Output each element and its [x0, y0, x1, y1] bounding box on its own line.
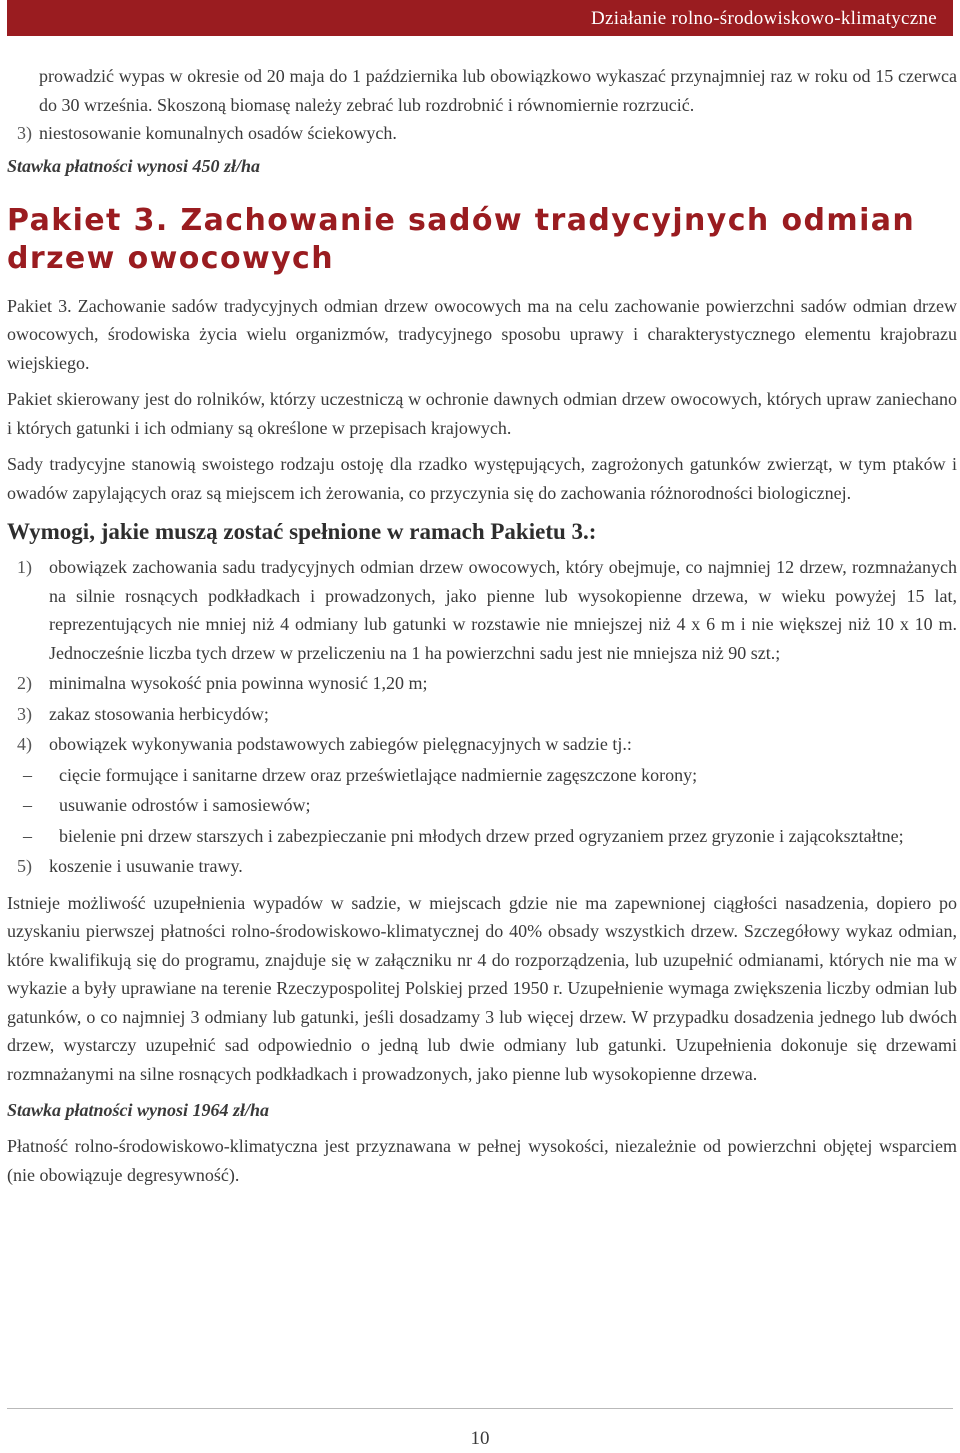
dash-marker: – [23, 764, 32, 785]
requirement-item [7, 553, 957, 667]
requirement-item [7, 852, 957, 881]
page-content [7, 62, 957, 1189]
section-paragraph-3: Sady tradycyjne stanowią swoistego rodzaju ostoję dla rzadko występujących, zagrożonych gatunków zwierząt, w tym ptaków i owadów zapylających oraz są miejscem ich żerowania, co przyczynia się do zachowania różnorodności biologicznej. [7, 454, 957, 503]
requirements-list [7, 553, 957, 881]
section-paragraph-4: Istnieje możliwość uzupełnienia wypadów w sadzie, w miejscach gdzie nie ma zapewnionej ciągłości nasadzenia, dopiero po uzyskaniu pierwszej płatności rolno-środowiskowo-klimatycznej do 40% obsady wszystkich drzew. Szczegółowy wykaz odmian, które kwalifikują się do programu, znajduje się w załączniku nr 4 do rozporządzenia, lub uzupełnić odmianami, których nie ma w wykazie a były uprawiane na terenie Rzeczypospolitej Polskiej przed 1950 r. Uzupełnienie wymaga zwiększenia liczby odmian lub gatunków, o co najmniej 3 odmiany lub gatunki, jeśli dosadzamy 3 lub więcej drzew. W przypadku dosadzenia jednego lub dwóch drzew, wystarczy uzupełnić sad odpowiednio o jedną lub dwie odmiany lub gatunki. Uzupełnienia dokonuje się drzewami rozmnażanymi na silne rosnących podkładkach i prowadzonych, jako pienne lub wysokopienne drzewa. [7, 892, 957, 1084]
subitem-text: cięcie formujące i sanitarne drzew oraz prześwietlające nadmiernie zagęszczone korony; [59, 764, 698, 785]
requirement-item [7, 669, 957, 698]
section-paragraph-2: Pakiet skierowany jest do rolników, którzy uczestniczą w ochronie dawnych odmian drzew owocowych, których upraw zaniechano i których gatunki i ich odmiany są określone w przepisach krajowych. [7, 389, 957, 438]
list-item-text: niestosowanie komunalnych osadów ściekowych. [39, 123, 397, 143]
list-item-text: obowiązek wykonywania podstawowych zabiegów pielęgnacyjnych w sadzie tj.: [49, 734, 632, 754]
list-marker: 4) [17, 734, 32, 754]
dash-marker: – [23, 825, 32, 846]
list-marker: 3) [17, 123, 32, 143]
section-paragraph-5: Płatność rolno-środowiskowo-klimatyczna jest przyznawana w pełnej wysokości, niezależnie od powierzchni objętej wsparciem (nie obowiązuje degresywność). [7, 1136, 957, 1185]
subitem-text: bielenie pni drzew starszych i zabezpieczanie pni młodych drzew przed ogryzaniem przez gryzonie i zającokształtne; [59, 825, 904, 846]
dash-marker: – [23, 795, 32, 815]
subitem [7, 761, 957, 790]
list-item-text: koszenie i usuwanie trawy. [49, 856, 243, 876]
list-marker: 2) [17, 673, 32, 693]
requirements-title: Wymogi, jakie muszą zostać spełnione w ramach Pakietu 3.: [7, 519, 597, 544]
page-number: 10 [470, 1428, 490, 1449]
payment-rate: Stawka płatności wynosi 1964 zł/ha [7, 1100, 270, 1120]
footer-divider [7, 1408, 953, 1409]
list-item-text: minimalna wysokość pnia powinna wynosić 1,20 m; [49, 673, 428, 693]
header-bar [7, 0, 953, 36]
running-header-title: Działanie rolno-środowiskowo-klimatyczne [591, 8, 937, 29]
payment-rate: Stawka płatności wynosi 450 zł/ha [7, 155, 261, 176]
section-paragraph-1: Pakiet 3. Zachowanie sadów tradycyjnych odmian drzew owocowych ma na celu zachowanie powierzchni sadów odmian drzew owocowych, środowiska życia wielu organizmów, tradycyjnego sposobu uprawy i charakterystycznego elementu krajobrazu wiejskiego. [7, 295, 957, 373]
list-marker: 1) [17, 557, 32, 577]
requirement-item [7, 700, 957, 729]
subitem [7, 822, 957, 851]
requirement-item [7, 730, 957, 759]
list-marker: 5) [17, 856, 32, 876]
subitem [7, 791, 957, 820]
list-item-text: obowiązek zachowania sadu tradycyjnych odmian drzew owocowych, który obejmuje, co najmniej 12 drzew, rozmnażanych na silnie rosnących podkładkach i prowadzonych, jako pienne lub wysokopienne drzewa, w wieku powyżej 15 lat, reprezentujących nie mniej niż 4 odmiany lub gatunki w rozstawie nie mniejszej niż 4 x 6 m i nie większej niż 10 x 10 m. Jednocześnie liczba tych drzew w przeliczeniu na 1 ha powierzchni sadu jest nie mniejsza niż 90 szt.; [49, 557, 957, 663]
intro-list-item-3 [7, 119, 957, 148]
list-item-text: zakaz stosowania herbicydów; [49, 703, 269, 724]
intro-paragraph: prowadzić wypas w okresie od 20 maja do 1 października lub obowiązkowo wykaszać przynajmniej raz w roku od 15 czerwca do 30 września. Skoszoną biomasę należy zebrać lub rozdrobnić i równomiernie rozrzucić. [39, 66, 957, 115]
section-title: Pakiet 3. Zachowanie sadów tradycyjnych odmian drzew owocowych [7, 202, 916, 276]
subitem-text: usuwanie odrostów i samosiewów; [59, 795, 311, 815]
list-marker: 3) [17, 703, 32, 724]
